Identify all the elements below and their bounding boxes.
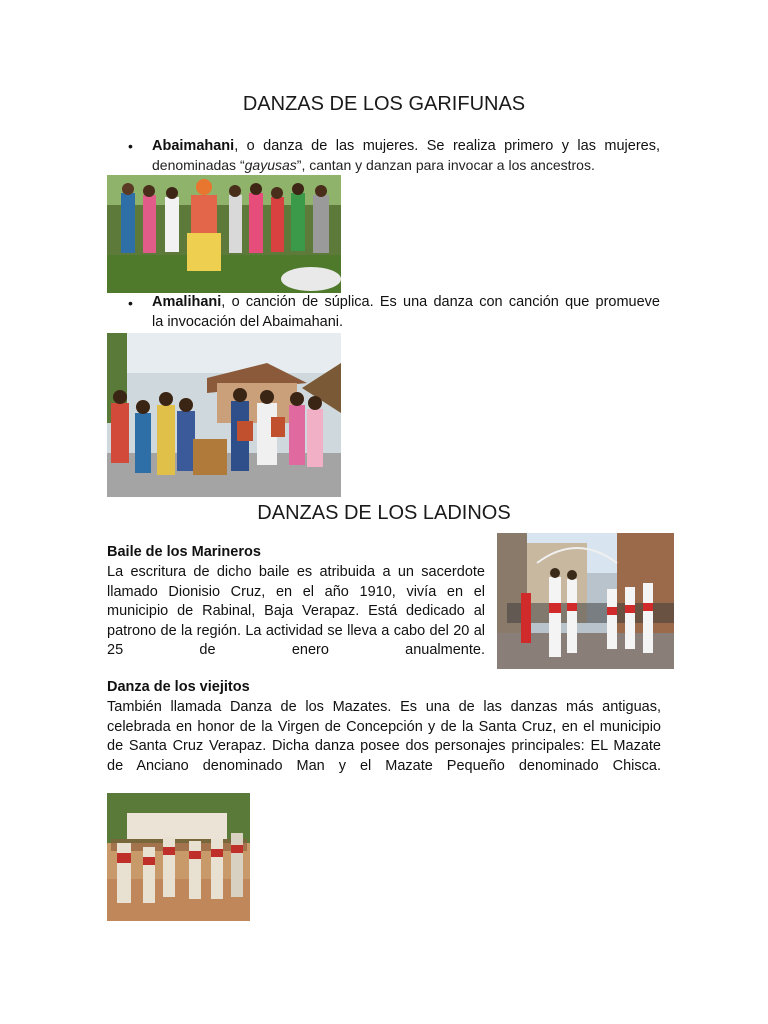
bullet-marker: • xyxy=(128,295,133,311)
item-emphasis: gayusas xyxy=(244,157,297,173)
photo-abaimahani xyxy=(107,175,341,293)
item-text: denominadas “ xyxy=(152,157,245,173)
item-name: Abaimahani xyxy=(152,138,235,154)
subheading-marineros: Baile de los Marineros xyxy=(107,544,261,560)
photo-viejitos xyxy=(107,793,250,921)
photo-amalihani xyxy=(107,333,341,497)
paragraph-marineros xyxy=(107,563,485,661)
photo-marineros xyxy=(497,533,674,669)
item-text: , o canción de súplica. Es una danza con canción que promueve xyxy=(221,294,660,310)
item-line-1 xyxy=(152,293,660,313)
item-line-1 xyxy=(152,137,660,157)
paragraph-text: También llamada Danza de los Mazates. Es una de las danzas más antiguas, celebrada en honor de la Virgen de Concepción y de la Santa Cruz, en el municipio de Santa Cruz Verapaz. Dicha danza posee dos personajes principales: EL Mazate de Anciano denominado Man y el Mazate Pequeño denominado Chisca. xyxy=(107,699,661,774)
paragraph-text: La escritura de dicho baile es atribuida a un sacerdote llamado Dionisio Cruz, en el año 1910, vivía en el municipio de Rabinal, Baja Verapaz. Está dedicado al patrono de la región. La actividad se lleva a cabo del 20 al 25 de enero anualmente. xyxy=(107,564,485,659)
item-line-2 xyxy=(152,157,660,173)
list-item-amalihani xyxy=(152,293,660,332)
bullet-marker: • xyxy=(128,138,133,154)
item-name: Amalihani xyxy=(152,294,222,310)
item-text: ”, cantan y danzan para invocar a los ancestros. xyxy=(296,157,595,173)
item-line-2: la invocación del Abaimahani. xyxy=(152,313,344,330)
section-title-garifunas: DANZAS DE LOS GARIFUNAS xyxy=(242,93,526,115)
list-item-abaimahani xyxy=(152,137,660,157)
paragraph-viejitos xyxy=(107,698,661,776)
section-title-ladinos: DANZAS DE LOS LADINOS xyxy=(257,502,511,524)
subheading-viejitos: Danza de los viejitos xyxy=(107,679,250,695)
item-text: , o danza de las mujeres. Se realiza primero y las mujeres, xyxy=(234,138,660,154)
